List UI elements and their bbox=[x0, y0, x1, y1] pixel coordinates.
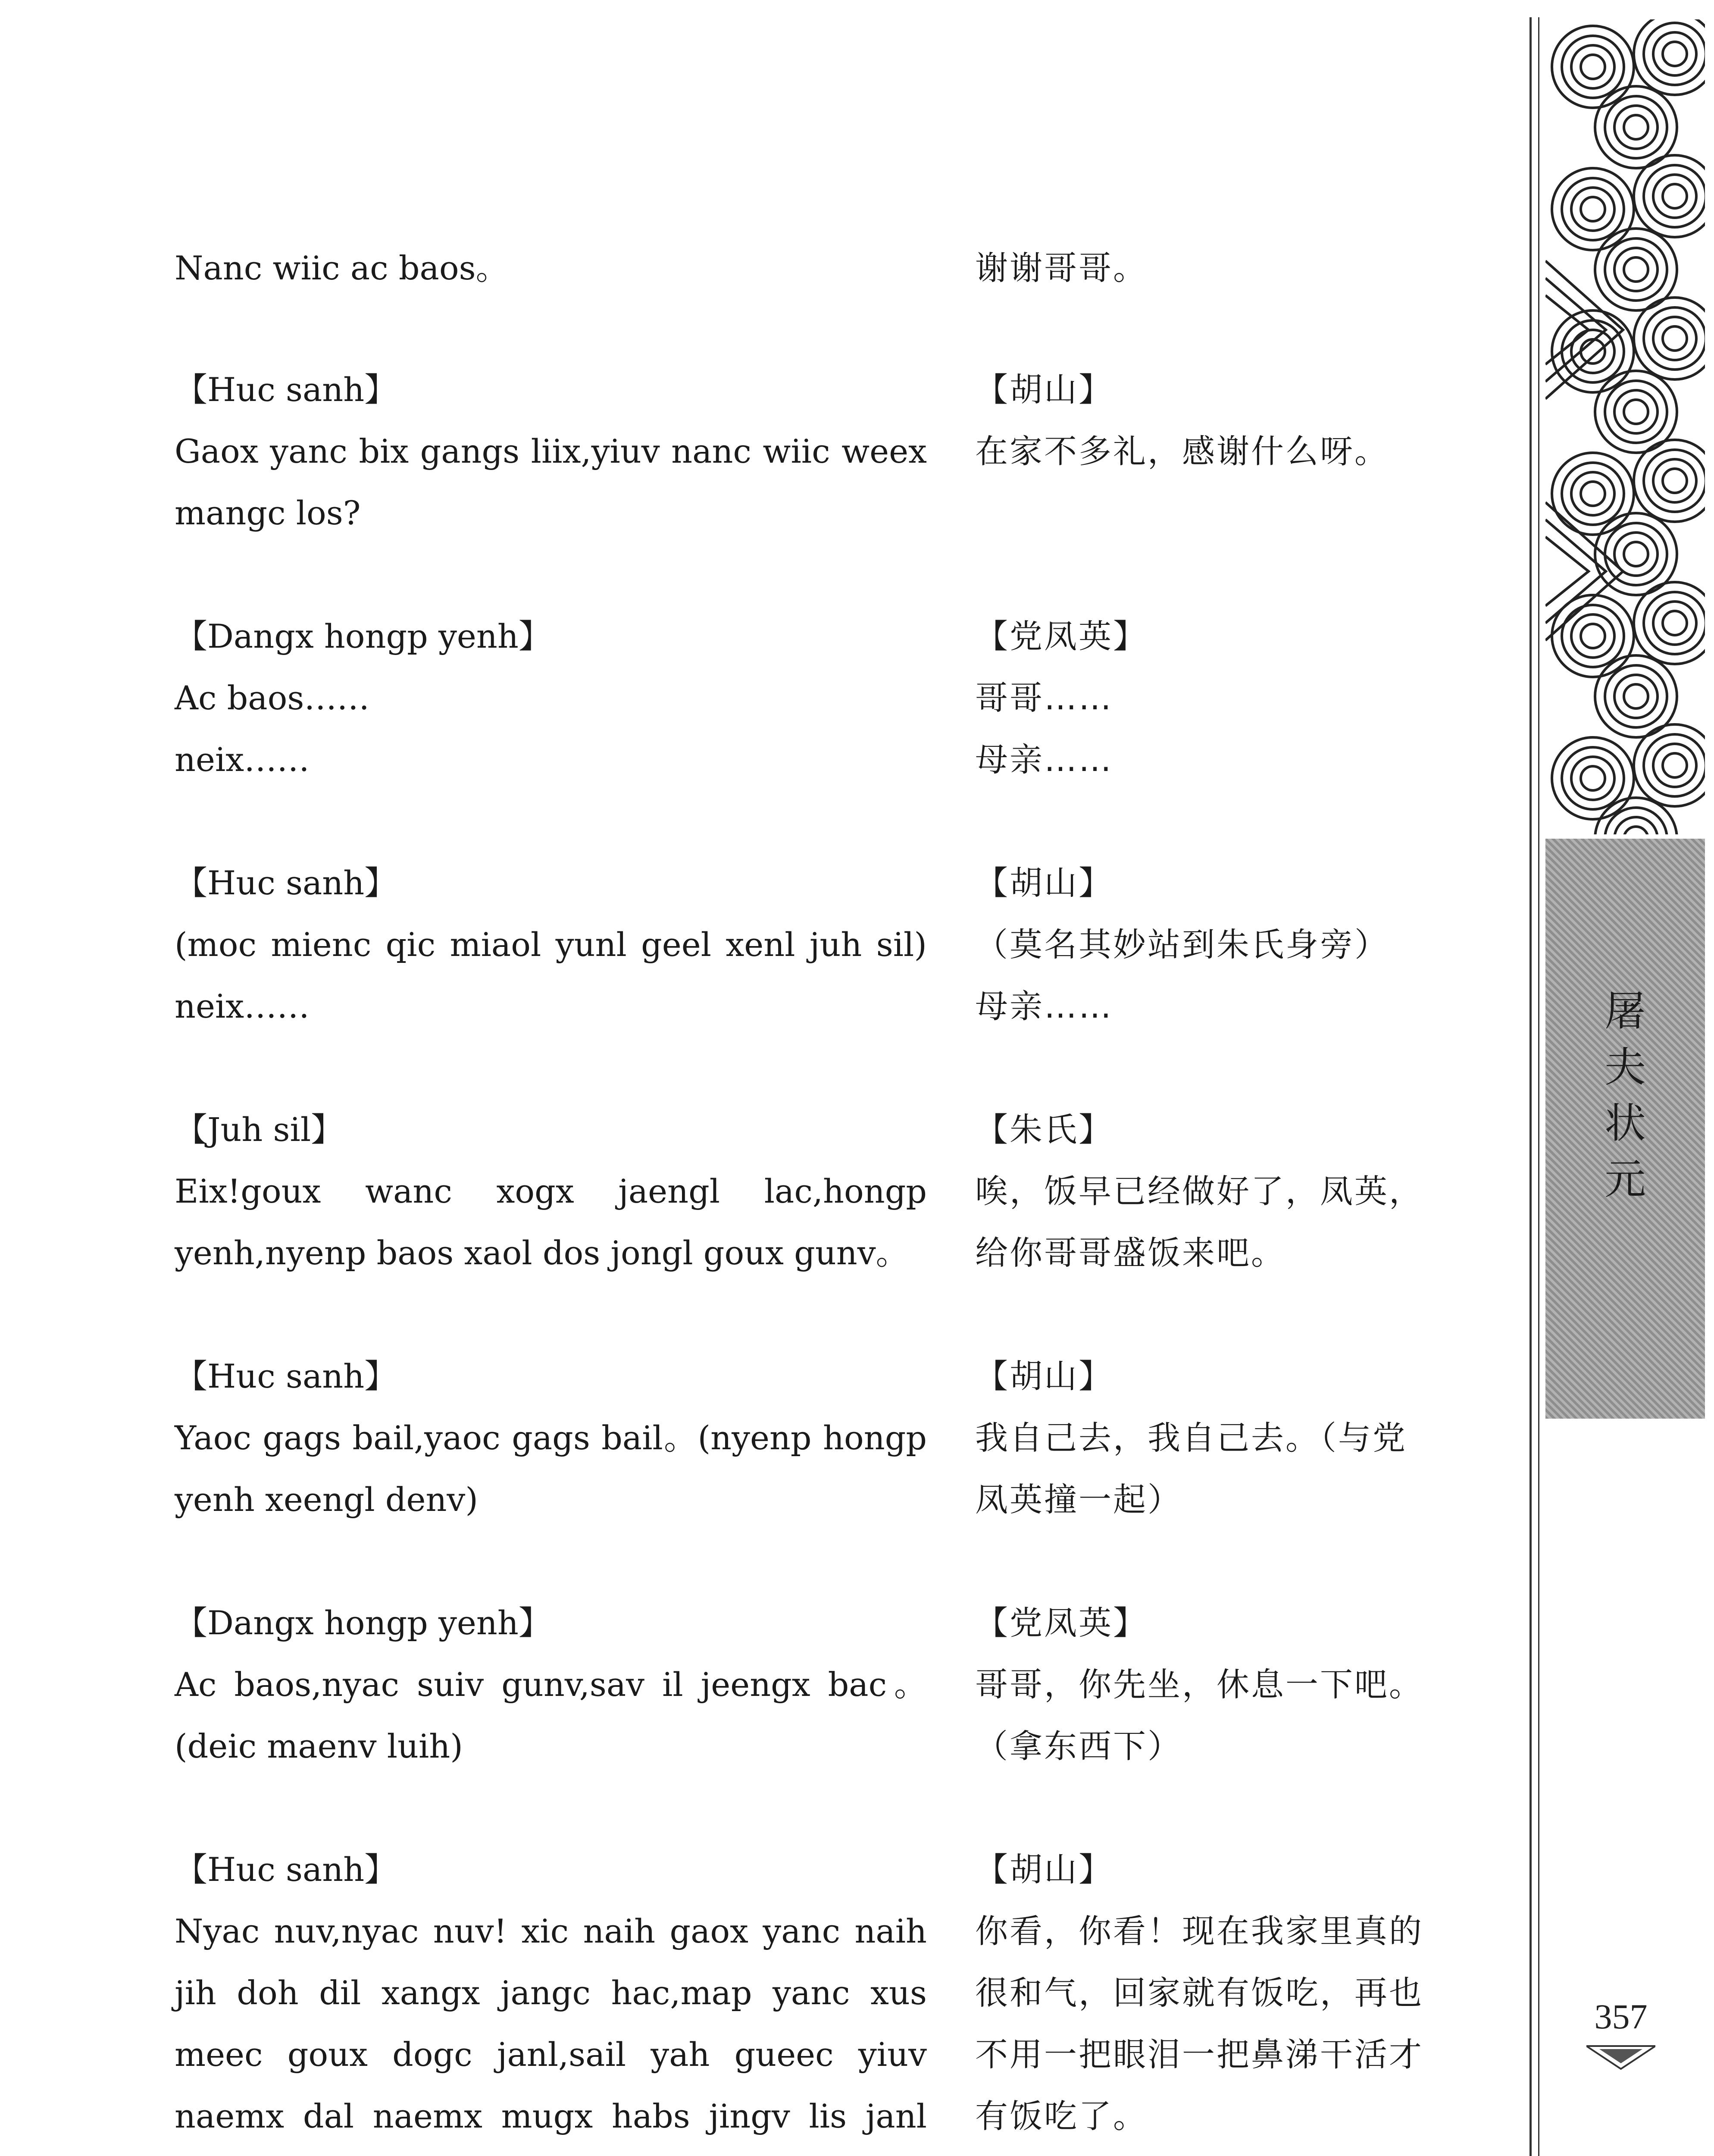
zh-line: 在家不多礼，感谢什么呀。 bbox=[975, 432, 1389, 470]
speaker-tag: 【Dangx hongp yenh】 bbox=[175, 1604, 551, 1642]
speaker-tag: 【胡山】 bbox=[975, 1850, 1113, 1889]
speaker-tag: 【胡山】 bbox=[975, 1357, 1113, 1395]
page-number: 357 bbox=[1594, 1997, 1648, 2036]
speaker-tag: 【党凤英】 bbox=[975, 1604, 1148, 1642]
zh-line: 唉，饭早已经做好了，凤英，给你哥哥盛饭来吧。 bbox=[975, 1172, 1423, 1272]
zh-line: 母亲…… bbox=[975, 740, 1113, 779]
speaker-tag: 【Juh sil】 bbox=[175, 1110, 344, 1149]
speaker-tag: 【Dangx hongp yenh】 bbox=[175, 617, 551, 655]
book-title bbox=[1595, 983, 1655, 1207]
speaker-tag: 【朱氏】 bbox=[975, 1110, 1113, 1149]
zh-line: 哥哥…… bbox=[975, 679, 1113, 717]
dong-line: Yaoc gags bail,yaoc gags bail。(nyenp hongp yenh xeengl denv) bbox=[175, 1419, 927, 1519]
dong-line: Ac baos,nyac suiv gunv,sav il jeengx bac。(deic maenv luih) bbox=[175, 1665, 927, 1765]
zh-line: 你看，你看！现在我家里真的很和气，回家就有饭吃，再也不用一把眼泪一把鼻涕干活才有饭吃了。 bbox=[975, 1912, 1423, 2135]
dong-line: Eix!goux wanc xogx jaengl lac,hongp yenh,nyenp baos xaol dos jongl goux gunv。 bbox=[175, 1172, 927, 1272]
title-char: 屠 bbox=[1605, 987, 1646, 1035]
zh-line: （莫名其妙站到朱氏身旁） bbox=[975, 925, 1389, 964]
zh-line: 我自己去，我自己去。（与党凤英撞一起） bbox=[975, 1419, 1407, 1519]
speaker-tag: 【Huc sanh】 bbox=[175, 1357, 397, 1395]
title-char: 元 bbox=[1605, 1155, 1646, 1203]
cloud-pattern-ornament bbox=[1545, 19, 1705, 834]
margin-rule bbox=[1529, 17, 1532, 2156]
dong-line: Ac baos…… bbox=[175, 679, 370, 717]
speaker-tag: 【胡山】 bbox=[975, 864, 1113, 902]
zh-line: 母亲…… bbox=[975, 987, 1113, 1025]
speaker-tag: 【党凤英】 bbox=[975, 617, 1148, 655]
title-char: 夫 bbox=[1605, 1043, 1646, 1091]
dong-line: (moc mienc qic miaol yunl geel xenl juh sil) neix…… bbox=[175, 925, 927, 1025]
margin-rule bbox=[1538, 17, 1539, 2156]
speaker-tag: 【Huc sanh】 bbox=[175, 370, 397, 409]
zh-line: 哥哥，你先坐，休息一下吧。（拿东西下） bbox=[975, 1665, 1423, 1765]
speaker-tag: 【胡山】 bbox=[975, 370, 1113, 409]
dong-line: Gaox yanc bix gangs liix,yiuv nanc wiic weex mangc los? bbox=[175, 432, 927, 532]
page-number-ornament-icon bbox=[1586, 2044, 1655, 2070]
dong-line: neix…… bbox=[175, 740, 310, 779]
speaker-tag: 【Huc sanh】 bbox=[175, 1850, 397, 1889]
speaker-tag: 【Huc sanh】 bbox=[175, 864, 397, 902]
dong-line: Nyac nuv,nyac nuv! xic naih gaox yanc naih jih doh dil xangx jangc hac,map yanc xus meec goux dogc janl,sail yah gueec yiuv naemx dal naemx mugx habs jingv lis janl bbox=[175, 1912, 927, 2135]
zh-line: 谢谢哥哥。 bbox=[975, 249, 1148, 287]
title-char: 状 bbox=[1605, 1099, 1646, 1147]
dong-line: Nanc wiic ac baos。 bbox=[175, 249, 509, 287]
